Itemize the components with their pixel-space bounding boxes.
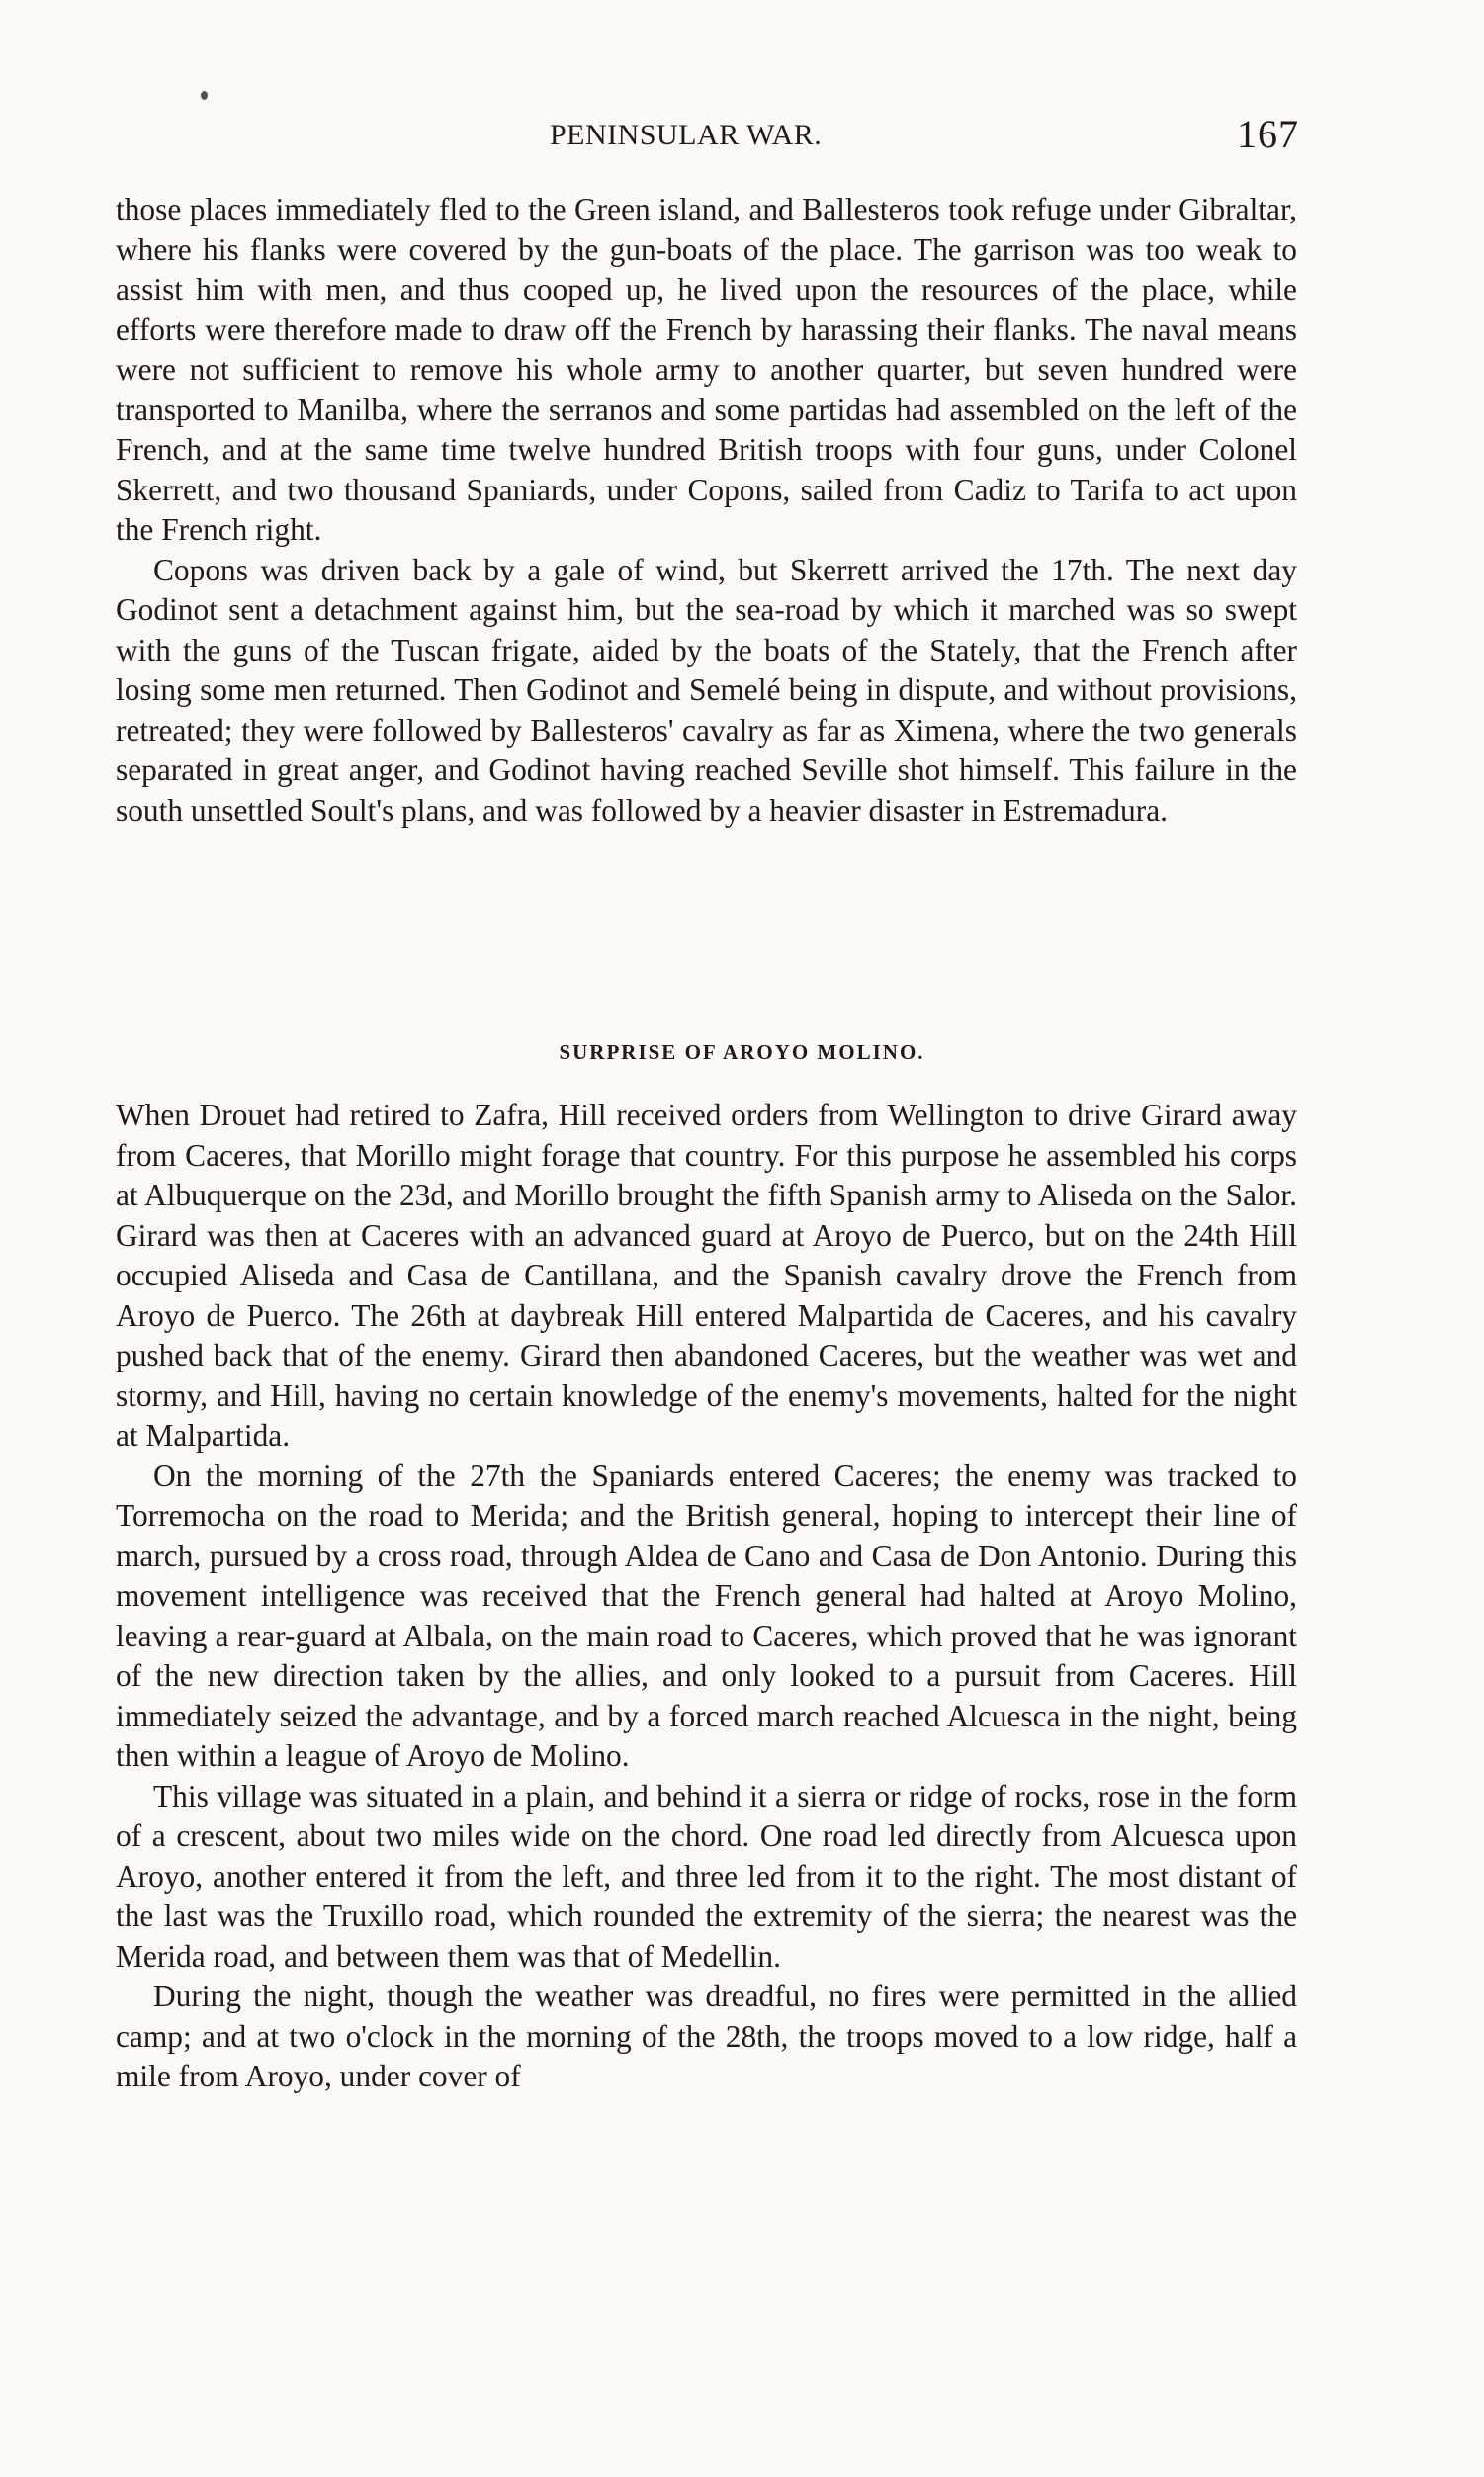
running-header-title: PENINSULAR WAR. — [550, 119, 823, 151]
paragraph: On the morning of the 27th the Spaniards entered Caceres; the enemy was tracked to Torremocha on the road to Merida; and the British general, hoping to intercept their line of march, pursued by a cross road, through Aldea de Cano and Casa de Don Antonio. During this movement intelligence was received that the French general had halted at Aroyo Molino, leaving a rear-guard at Albala, on the main road to Caceres, which proved that he was ignorant of the new direction taken by the allies, and only looked to a pursuit from Caceres. Hill immediately seized the advantage, and by a forced march reached Alcuesca in the night, being then within a league of Aroyo de Molino. — [116, 1458, 1297, 1773]
paragraph: those places immediately fled to the Green island, and Ballesteros took refuge under Gibraltar, where his flanks were covered by the gun-boats of the place. The garrison was too weak to assist him with men, and thus cooped up, he lived upon the resources of the place, while efforts were therefore made to draw off the French by harassing their flanks. The naval means were not sufficient to remove his whole army to another quarter, but seven hundred were transported to Manilba, where the serranos and some partidas had assembled on the left of the French, and at the same time twelve hundred British troops with four guns, under Colonel Skerrett, and two thousand Spaniards, under Copons, sailed from Cadiz to Tarifa to act upon the French right. — [116, 192, 1297, 547]
paragraph: During the night, though the weather was dreadful, no fires were permitted in the allied camp; and at two o'clock in the morning of the 28th, the troops moved to a low ridge, half a mile from Aroyo, under cover of — [116, 1979, 1297, 2093]
text-block-lower — [116, 1096, 1297, 2097]
text-block-upper — [116, 190, 1297, 831]
paragraph: This village was situated in a plain, and behind it a sierra or ridge of rocks, rose in the form of a crescent, about two miles wide on the chord. One road led directly from Alcuesca upon Aroyo, another entered it from the left, and three led from it to the right. The most distant of the last was the Truxillo road, which rounded the extremity of the sierra; the nearest was the Merida road, and between them was that of Medellin. — [116, 1778, 1297, 1974]
paragraph: Copons was driven back by a gale of wind, but Skerrett arrived the 17th. The next day Godinot sent a detachment against him, but the sea-road by which it marched was so swept with the guns of the Tuscan frigate, aided by the boats of the Stately, that the French after losing some men returned. Then Godinot and Semelé being in dispute, and without provisions, retreated; they were followed by Ballesteros' cavalry as far as Ximena, where the two generals separated in great anger, and Godinot having reached Seville shot himself. This failure in the south unsettled Soult's plans, and was followed by a heavier disaster in Estremadura. — [116, 552, 1297, 828]
page-number: 167 — [1237, 112, 1299, 156]
section-heading: SURPRISE OF AROYO MOLINO. — [559, 1040, 925, 1064]
ink-speck — [201, 91, 208, 100]
paragraph: When Drouet had retired to Zafra, Hill received orders from Wellington to drive Girard away from Caceres, that Morillo might forage that country. For this purpose he assembled his corps at Albuquerque on the 23d, and Morillo brought the fifth Spanish army to Aliseda on the Salor. Girard was then at Caceres with an advanced guard at Aroyo de Puerco, but on the 24th Hill occupied Aliseda and Casa de Cantillana, and the Spanish cavalry drove the French from Aroyo de Puerco. The 26th at daybreak Hill entered Malpartida de Caceres, and his cavalry pushed back that of the enemy. Girard then abandoned Caceres, but the weather was wet and stormy, and Hill, having no certain knowledge of the enemy's movements, halted for the night at Malpartida. — [116, 1098, 1297, 1453]
